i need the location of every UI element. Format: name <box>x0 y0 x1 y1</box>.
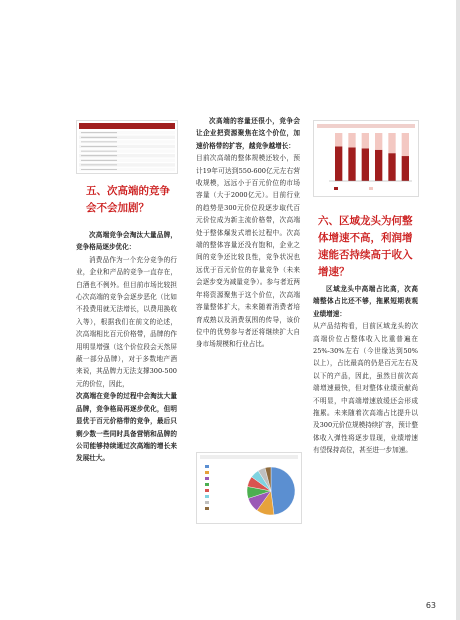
pie-chart-graphic <box>197 453 301 523</box>
paragraph: 消费品作为一个充分竞争的行业，企业和产品的竞争一直存在，白酒也不例外。但目前市场比较担心次高端的竞争会逐步恶化（比如不投费用就无法增长，以费用换收入等），根据我们在前文的论述，次高端相比百元价格带，品牌的作用明显增强（这个价位段会天然屏蔽一部分品牌），对于多数地产酒来说，其品牌力无法支撑300-500元的价位，因此， <box>76 255 177 388</box>
pie-legend-swatch <box>205 507 209 510</box>
bar-segment <box>375 150 382 181</box>
page-number: 63 <box>425 601 436 610</box>
paragraph: 区域龙头中高端占比高，次高端整体占比还不够，拖累短期表观业绩增速： <box>313 285 418 318</box>
pie-legend-swatch <box>205 477 209 480</box>
pie-legend-swatch <box>205 471 209 474</box>
table-chart <box>76 120 178 174</box>
bar-segment <box>388 153 395 181</box>
bar-segment <box>375 133 382 150</box>
pie-legend-swatch <box>205 483 209 486</box>
table-chart-graphic <box>77 121 177 173</box>
page-edge-bar <box>456 0 460 620</box>
bar-segment <box>348 147 355 181</box>
bar-segment <box>402 156 409 181</box>
bar-segment <box>335 146 342 181</box>
stacked-bar-chart <box>313 120 419 197</box>
paragraph: 目前次高端的整体规模还较小，预计19年可达到550-600亿元左右营收规模，远远小于百元价位的市场容量（大于2000亿元）。目前行业的趋势是300元价位段逐步取代百元价位成为新主流价格带，次高端处于整体爆发式增长过程中。次高端的整体容量还没有饱和，企业之间的竞争还比较良性，竞争状况也远优于百元价位的存量竞争（未来会逐步变为减量竞争）。参与者近两年将资源聚焦于这个价位，次高端容量整体扩大，未来随着消费者培育成熟以及消费氛围的传导，该价位中的优势参与者还将继续扩大自身市场规模和行业占比。 <box>196 154 300 349</box>
left-column-text <box>76 229 177 465</box>
paragraph: 从产品结构看，目前区域龙头的次高端价位占整体收入比重普遍在25%-30%左右（今世缘达到50%以上），占比最高的仍是百元左右及以下的产品，因此，虽然目前次高端增速最快，但对整体业绩贡献尚不明显，中高端增速放缓还会形成拖累。未来随着次高端占比提升以及300元价位规模持续扩容，预计整体收入弹性将逐步显现，业绩增速有望保持高位，甚至进一步加速。 <box>313 322 418 455</box>
paragraph: 次高端的容量还很小，竞争会让企业把资源聚焦在这个价位，加速价格带的扩容，越竞争越增长： <box>196 117 300 150</box>
bar-segment <box>362 133 369 148</box>
bar-segment <box>402 133 409 156</box>
bar-segment <box>362 148 369 181</box>
bar-segment <box>388 133 395 153</box>
paragraph: 次高端在竞争的过程中会淘汰大量品牌，竞争格局再逐步优化，但明显优于百元价格带的竞争，最后只剩少数一些同时具备营销和品牌的公司能够持续通过次高端的增长来发展壮大。 <box>76 392 177 463</box>
pie-slice <box>271 467 295 515</box>
pie-chart <box>196 452 302 524</box>
paragraph: 次高端竞争会淘汰大量品牌，竞争格局逐步优化： <box>76 231 177 252</box>
section-heading-5: 五、次高端的竞争会不会加剧？ <box>86 185 170 214</box>
stacked-bar-graphic <box>314 121 418 196</box>
bar-segment <box>335 133 342 146</box>
section-heading-6: 六、区域龙头为何整体增速不高，利润增速能否持续高于收入增速？ <box>318 215 413 278</box>
pie-legend-swatch <box>205 465 209 468</box>
pie-legend-swatch <box>205 495 209 498</box>
pie-legend-swatch <box>205 501 209 504</box>
bar-segment <box>348 133 355 147</box>
middle-column-text <box>196 115 300 351</box>
right-column-text <box>313 283 418 457</box>
pie-legend-swatch <box>205 489 209 492</box>
